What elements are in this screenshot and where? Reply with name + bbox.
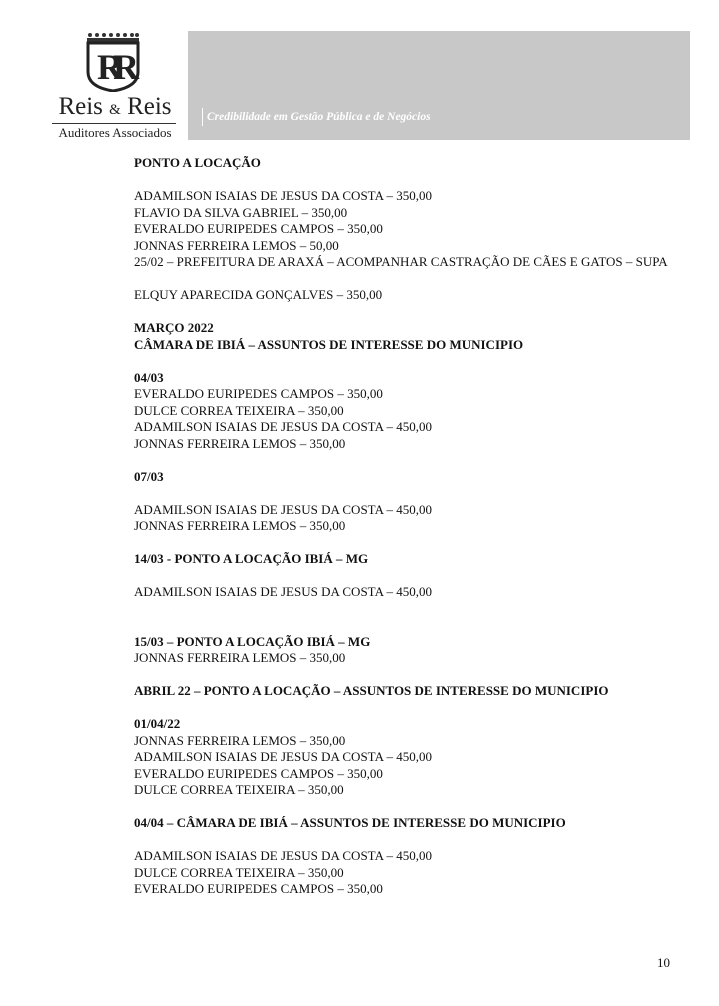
rr-monogram-icon	[85, 32, 141, 92]
page-number: 10	[657, 955, 670, 970]
date-heading: 04/03	[134, 369, 164, 385]
entry-line: EVERALDO EURIPEDES CAMPOS – 350,00	[134, 765, 383, 781]
header-tagline: Credibilidade em Gestão Pública e de Negócios	[202, 108, 431, 126]
entry-line: JONNAS FERREIRA LEMOS – 350,00	[134, 435, 346, 451]
section-heading: CÂMARA DE IBIÁ – ASSUNTOS DE INTERESSE DO MUNICIPIO	[134, 336, 524, 352]
section-heading: PONTO A LOCAÇÃO	[134, 155, 261, 170]
logo-subtitle: Auditores Associados	[58, 125, 172, 140]
entry-line: EVERALDO EURIPEDES CAMPOS – 350,00	[134, 221, 383, 236]
section-heading: 04/04 – CÂMARA DE IBIÁ – ASSUNTOS DE INTERESSE DO MUNICIPIO	[134, 815, 566, 830]
date-heading: 07/03	[134, 468, 164, 484]
section-heading: 14/03 - PONTO A LOCAÇÃO IBIÁ – MG	[134, 551, 369, 566]
entry-line: ADAMILSON ISAIAS DE JESUS DA COSTA – 450,00	[134, 749, 432, 764]
entry-line: JONNAS FERREIRA LEMOS – 350,00	[134, 518, 346, 533]
entry-line: EVERALDO EURIPEDES CAMPOS – 350,00	[134, 386, 383, 401]
section-heading: 15/03 – PONTO A LOCAÇÃO IBIÁ – MG	[134, 633, 371, 649]
entry-line: ADAMILSON ISAIAS DE JESUS DA COSTA – 450,00	[134, 501, 432, 517]
entry-line: 25/02 – PREFEITURA DE ARAXÁ – ACOMPANHAR CASTRAÇÃO DE CÃES E GATOS – SUPA	[134, 254, 668, 269]
logo-wordmark: Reis & Reis	[58, 93, 172, 120]
date-heading: 01/04/22	[134, 716, 181, 731]
svg-text:RR: RR	[97, 47, 129, 87]
entry-line: DULCE CORREA TEIXEIRA – 350,00	[134, 864, 344, 880]
entry-line: ELQUY APARECIDA GONÇALVES – 350,00	[134, 287, 383, 302]
entry-line: DULCE CORREA TEIXEIRA – 350,00	[134, 782, 344, 797]
section-heading: ABRIL 22 – PONTO A LOCAÇÃO – ASSUNTOS DE INTERESSE DO MUNICIPIO	[134, 683, 609, 698]
entry-line: JONNAS FERREIRA LEMOS – 50,00	[134, 237, 339, 253]
entry-line: FLAVIO DA SILVA GABRIEL – 350,00	[134, 204, 348, 220]
company-logo	[52, 32, 178, 142]
document-body	[134, 155, 670, 898]
logo-divider	[52, 123, 176, 124]
entry-line: EVERALDO EURIPEDES CAMPOS – 350,00	[134, 881, 383, 896]
entry-line: ADAMILSON ISAIAS DE JESUS DA COSTA – 450,00	[134, 419, 432, 434]
entry-line: ADAMILSON ISAIAS DE JESUS DA COSTA – 450,00	[134, 848, 432, 863]
entry-line: JONNAS FERREIRA LEMOS – 350,00	[134, 732, 346, 748]
entry-line: JONNAS FERREIRA LEMOS – 350,00	[134, 650, 346, 665]
entry-line: DULCE CORREA TEIXEIRA – 350,00	[134, 402, 344, 418]
section-heading: MARÇO 2022	[134, 320, 214, 335]
entry-line: ADAMILSON ISAIAS DE JESUS DA COSTA – 450,00	[134, 584, 432, 599]
entry-line: ADAMILSON ISAIAS DE JESUS DA COSTA – 350,00	[134, 188, 432, 203]
